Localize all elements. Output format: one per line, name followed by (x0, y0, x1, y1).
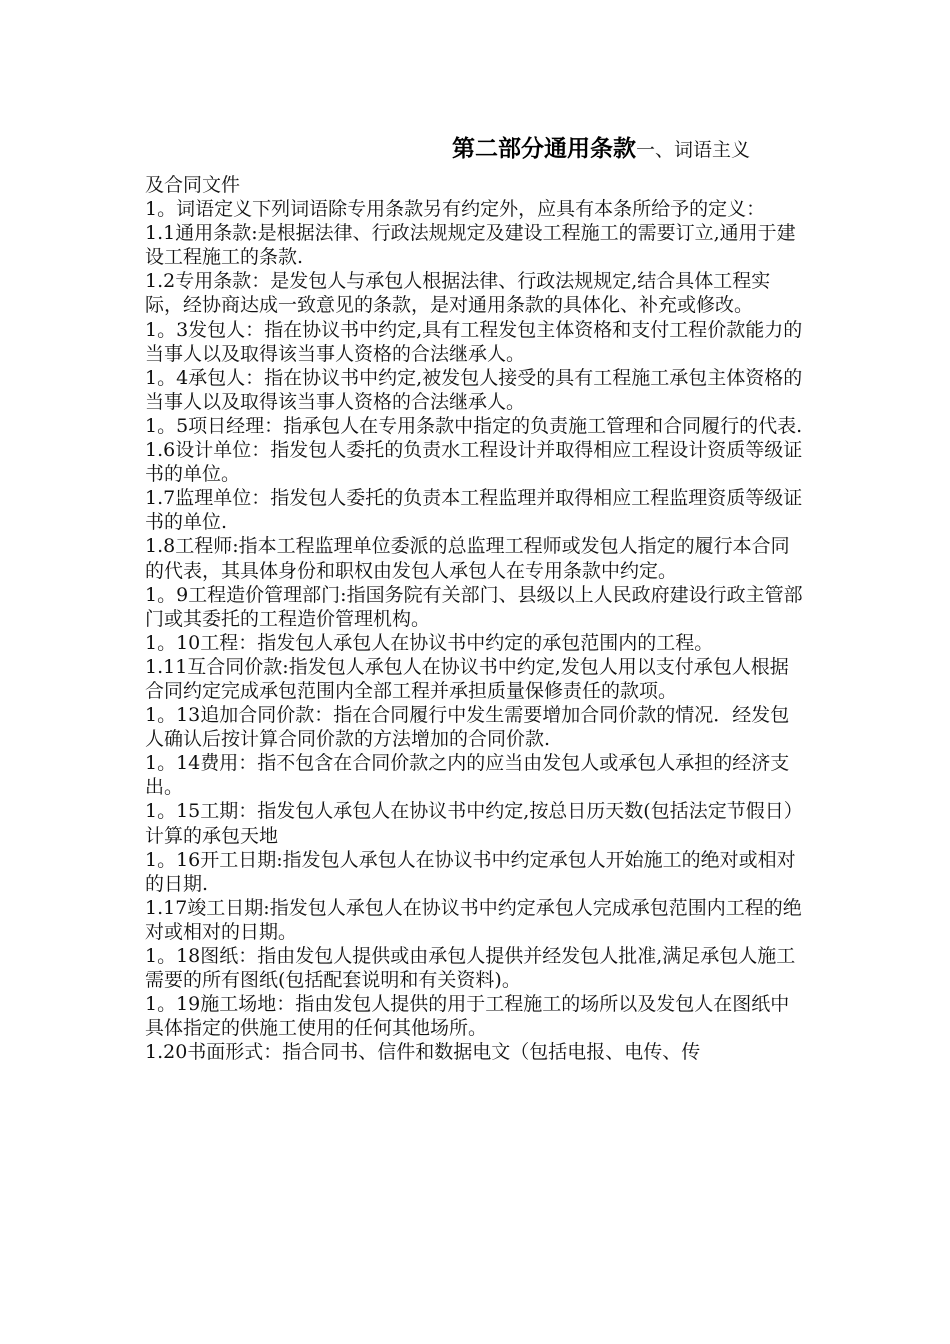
paragraph: 及合同文件 (145, 174, 241, 196)
section-title (452, 133, 750, 167)
paragraph: 1。4承包人：指在协议书中约定,被发包人接受的具有工程施工承包主体资格的当事人以及取得该当事人资格的合法继承人。 (145, 366, 803, 413)
section-title-rest: 一、词语主义 (636, 139, 751, 161)
paragraph: 1。18图纸：指由发包人提供或由承包人提供并经发包人批准,满足承包人施工需要的所有图纸(包括配套说明和有关资料)。 (145, 945, 796, 992)
paragraph: 1.6设计单位：指发包人委托的负责水工程设计并取得相应工程设计资质等级证书的单位。 (145, 439, 803, 486)
paragraph: 1。9工程造价管理部门:指国务院有关部门、县级以上人民政府建设行政主管部门或其委托的工程造价管理机构。 (145, 583, 803, 630)
section-title-bold: 第二部分通用条款 (452, 136, 636, 162)
paragraph: 1。3发包人：指在协议书中约定,具有工程发包主体资格和支付工程价款能力的当事人以及取得该当事人资格的合法继承人。 (145, 318, 803, 365)
paragraph: 1。13追加合同价款：指在合同履行中发生需要增加合同价款的情况．经发包人确认后按计算合同价款的方法增加的合同价款. (145, 704, 790, 751)
paragraph: 1。5项日经理：指承包人在专用条款中指定的负责施工管理和合同履行的代表. (145, 414, 803, 437)
paragraph: 1。15工期：指发包人承包人在协议书中约定,按总日历天数(包括法定节假日）计算的承包天地 (145, 800, 803, 847)
document-body (145, 173, 807, 1064)
paragraph: 1.11互合同价款:指发包人承包人在协议书中约定,发包人用以支付承包人根据合同约定完成承包范围内全部工程并承担质量保修责任的款项。 (145, 655, 789, 702)
paragraph: 1。10工程：指发包人承包人在协议书中约定的承包范围内的工程。 (145, 631, 714, 654)
paragraph: 1。词语定义下列词语除专用条款另有约定外，应具有本条所给予的定义： (145, 198, 766, 221)
paragraph: 1.8工程师:指本工程监理单位委派的总监理工程师或发包人指定的履行本合同的代表，其具体身份和职权由发包人承包人在专用条款中约定。 (145, 535, 790, 582)
paragraph: 1.1通用条款:是根据法律、行政法规规定及建设工程施工的需要订立,通用于建设工程施工的条款. (145, 222, 796, 269)
paragraph: 1.17竣工日期:指发包人承包人在协议书中约定承包人完成承包范围内工程的绝对或相对的日期。 (145, 896, 802, 943)
paragraph: 1。16开工日期:指发包人承包人在协议书中约定承包人开始施工的绝对或相对的日期. (145, 848, 796, 895)
paragraph: 1。19施工场地：指由发包人提供的用于工程施工的场所以及发包人在图纸中具体指定的供施工使用的任何其他场所。 (145, 993, 790, 1040)
paragraph: 1.20书面形式：指合同书、信件和数据电文（包括电报、电传、传 (145, 1041, 701, 1064)
paragraph: 1.7监理单位：指发包人委托的负责本工程监理并取得相应工程监理资质等级证书的单位. (145, 487, 803, 534)
paragraph: 1.2专用条款：是发包人与承包人根据法律、行政法规规定,结合具体工程实际，经协商达成一致意见的条款，是对通用条款的具体化、补充或修改。 (145, 270, 771, 317)
paragraph: 1。14费用：指不包含在合同价款之内的应当由发包人或承包人承担的经济支出。 (145, 752, 790, 799)
